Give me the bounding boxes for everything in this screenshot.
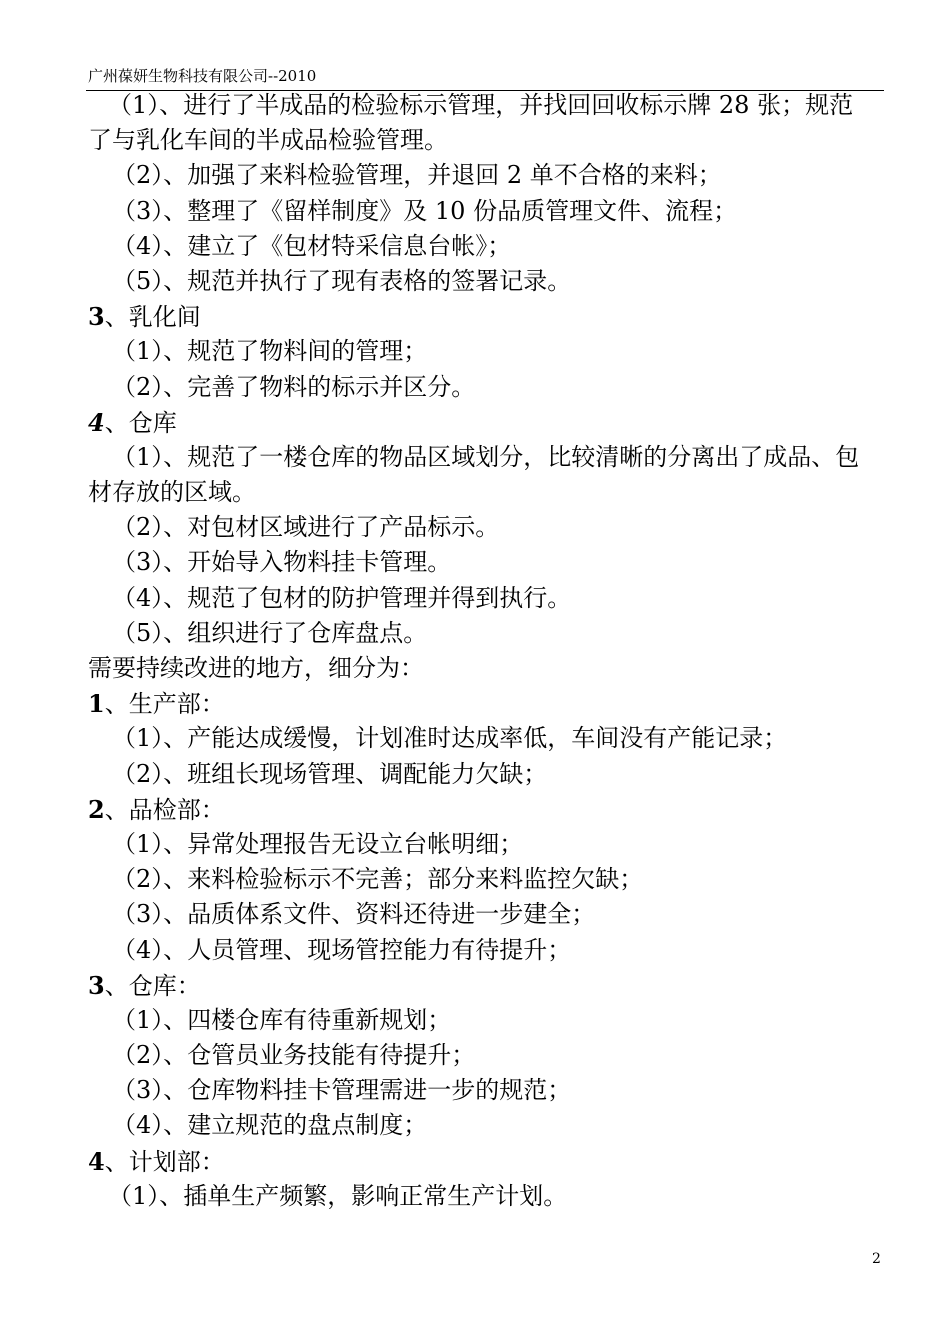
- line-text: （3）、品质体系文件、资料还待进一步建全；: [112, 900, 596, 929]
- section-heading: [88, 405, 884, 440]
- text-line: [88, 194, 884, 229]
- text-line: [88, 862, 884, 897]
- text-line: [88, 334, 884, 369]
- line-text: （1）、规范了物料间的管理；: [112, 337, 428, 366]
- document-body: [88, 88, 884, 1214]
- text-line: [88, 827, 884, 862]
- line-text: （5）、规范并执行了现有表格的签署记录。: [112, 266, 572, 295]
- line-text: （2）、对包材区域进行了产品标示。: [112, 513, 500, 542]
- text-line: [88, 1179, 884, 1214]
- section-heading: [88, 686, 884, 721]
- text-line: [88, 1108, 884, 1143]
- text-line: [88, 264, 884, 299]
- line-text: 、乳化间: [104, 303, 201, 332]
- line-text: （1）、进行了半成品的检验标示管理，并找回回收标示牌 28 张；规范: [108, 91, 854, 119]
- section-number: 4: [88, 407, 105, 437]
- line-text: （1）、四楼仓库有待重新规划；: [112, 1005, 452, 1034]
- text-line: [88, 88, 884, 123]
- line-text: 、品检部：: [104, 795, 225, 824]
- line-text: （4）、建立规范的盘点制度；: [112, 1111, 428, 1140]
- text-line: [88, 158, 884, 193]
- text-line: [88, 510, 884, 545]
- line-text: （3）、整理了《留样制度》及 10 份品质管理文件、流程；: [112, 196, 738, 225]
- text-line: [88, 1073, 884, 1108]
- section-heading: [88, 792, 884, 827]
- section-number: 1: [88, 689, 105, 719]
- section-heading: [88, 1144, 884, 1179]
- line-text: 了与乳化车间的半成品检验管理。: [88, 126, 448, 155]
- page-header: 广州葆妍生物科技有限公司--2010: [88, 67, 317, 85]
- text-line: [88, 721, 884, 756]
- text-line: [88, 1003, 884, 1038]
- text-line: [88, 545, 884, 580]
- line-text: 、仓库: [104, 408, 177, 437]
- line-text: （2）、完善了物料的标示并区分。: [112, 372, 476, 401]
- line-text: （4）、规范了包材的防护管理并得到执行。: [112, 583, 572, 612]
- text-line: [88, 123, 884, 158]
- line-text: （5）、组织进行了仓库盘点。: [112, 618, 428, 647]
- line-text: （2）、仓管员业务技能有待提升；: [112, 1041, 476, 1070]
- line-text: 需要持续改进的地方，细分为：: [88, 654, 424, 682]
- line-text: （4）、人员管理、现场管控能力有待提升；: [112, 935, 572, 964]
- page-number: 2: [872, 1251, 881, 1267]
- line-text: 、仓库：: [104, 971, 201, 1000]
- text-line: [88, 229, 884, 264]
- section-number: 3: [88, 970, 105, 1000]
- line-text: （2）、加强了来料检验管理，并退回 2 单不合格的来料；: [112, 161, 722, 190]
- line-text: （3）、开始导入物料挂卡管理。: [112, 548, 452, 577]
- line-text: 、生产部：: [104, 690, 225, 719]
- line-text: （4）、建立了《包材特采信息台帐》；: [112, 231, 512, 260]
- section-number: 4: [88, 1146, 105, 1176]
- text-line: [88, 757, 884, 792]
- line-text: （1）、异常处理报告无设立台帐明细；: [112, 829, 524, 858]
- line-text: 、计划部：: [104, 1147, 225, 1176]
- line-text: （2）、来料检验标示不完善；部分来料监控欠缺；: [112, 865, 644, 894]
- text-line: [88, 370, 884, 405]
- section-heading: [88, 968, 884, 1003]
- line-text: （1）、产能达成缓慢，计划准时达成率低，车间没有产能记录；: [112, 724, 788, 753]
- text-line: [88, 1038, 884, 1073]
- text-line: [88, 651, 884, 686]
- line-text: （1）、插单生产频繁，影响正常生产计划。: [108, 1181, 568, 1210]
- section-heading: [88, 299, 884, 334]
- line-text: （3）、仓库物料挂卡管理需进一步的规范；: [112, 1076, 572, 1105]
- section-number: 3: [88, 302, 105, 332]
- text-line: [88, 933, 884, 968]
- text-line: [88, 581, 884, 616]
- text-line: [88, 897, 884, 932]
- text-line: [88, 616, 884, 651]
- line-text: （2）、班组长现场管理、调配能力欠缺；: [112, 759, 548, 788]
- line-text: 材存放的区域。: [88, 478, 256, 507]
- section-number: 2: [88, 794, 105, 824]
- text-line: [88, 475, 884, 510]
- text-line: [88, 440, 884, 475]
- line-text: （1）、规范了一楼仓库的物品区域划分，比较清晰的分离出了成品、包: [112, 442, 860, 471]
